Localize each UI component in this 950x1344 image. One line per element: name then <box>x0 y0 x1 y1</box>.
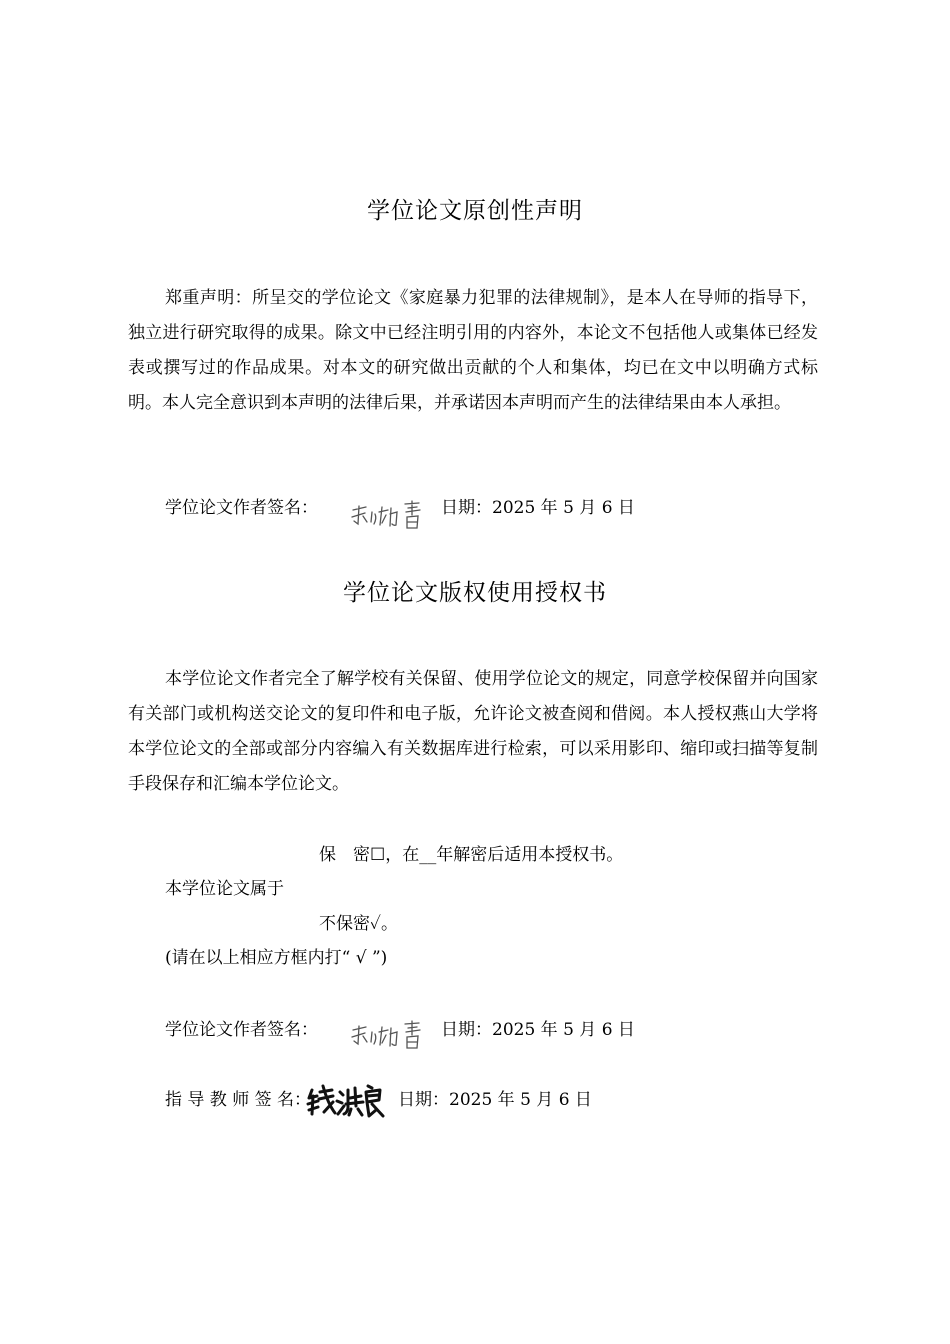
authorization-body: 本学位论文作者完全了解学校有关保留、使用学位论文的规定，同意学校保留并向国家有关部门或机构送交论文的复印件和电子版，允许论文被查阅和借阅。本人授权燕山大学将本学位论文的全部或部分内容编入有关数据库进行检索，可以采用影印、缩印或扫描等复制手段保存和汇编本学位论文。 <box>128 669 818 794</box>
authorization-author-date: 日期：2025 年 5 月 6 日 <box>441 1020 635 1040</box>
authorization-title: 学位论文版权使用授权书 <box>343 580 607 606</box>
author-signature <box>350 498 426 532</box>
declaration-title: 学位论文原创性声明 <box>367 198 583 224</box>
option-secret: 保 密☐，在__年解密后适用本授权书。 <box>319 845 624 865</box>
author-signature <box>350 1018 426 1052</box>
declaration-body: 郑重声明：所呈交的学位论文《家庭暴力犯罪的法律规制》，是本人在导师的指导下，独立进行研究取得的成果。除文中已经注明引用的内容外，本论文不包括他人或集体已经发表或撰写过的作品成果。对本文的研究做出贡献的个人和集体，均已在文中以明确方式标明。本人完全意识到本声明的法律后果，并承诺因本声明而产生的法律结果由本人承担。 <box>128 288 818 413</box>
advisor-signature <box>306 1080 386 1122</box>
authorization-author-signature-label: 学位论文作者签名： <box>165 1020 318 1040</box>
declaration-date: 日期：2025 年 5 月 6 日 <box>441 498 635 518</box>
declaration-signature-label: 学位论文作者签名： <box>165 498 318 518</box>
advisor-signature-label: 指 导 教 师 签 名： <box>165 1090 312 1110</box>
advisor-date: 日期：2025 年 5 月 6 日 <box>398 1090 592 1110</box>
option-not-secret: 不保密✓。 <box>319 914 398 934</box>
checkbox-instruction: (请在以上相应方框内打“ √ ”) <box>165 948 388 968</box>
belongs-label: 本学位论文属于 <box>165 879 284 899</box>
